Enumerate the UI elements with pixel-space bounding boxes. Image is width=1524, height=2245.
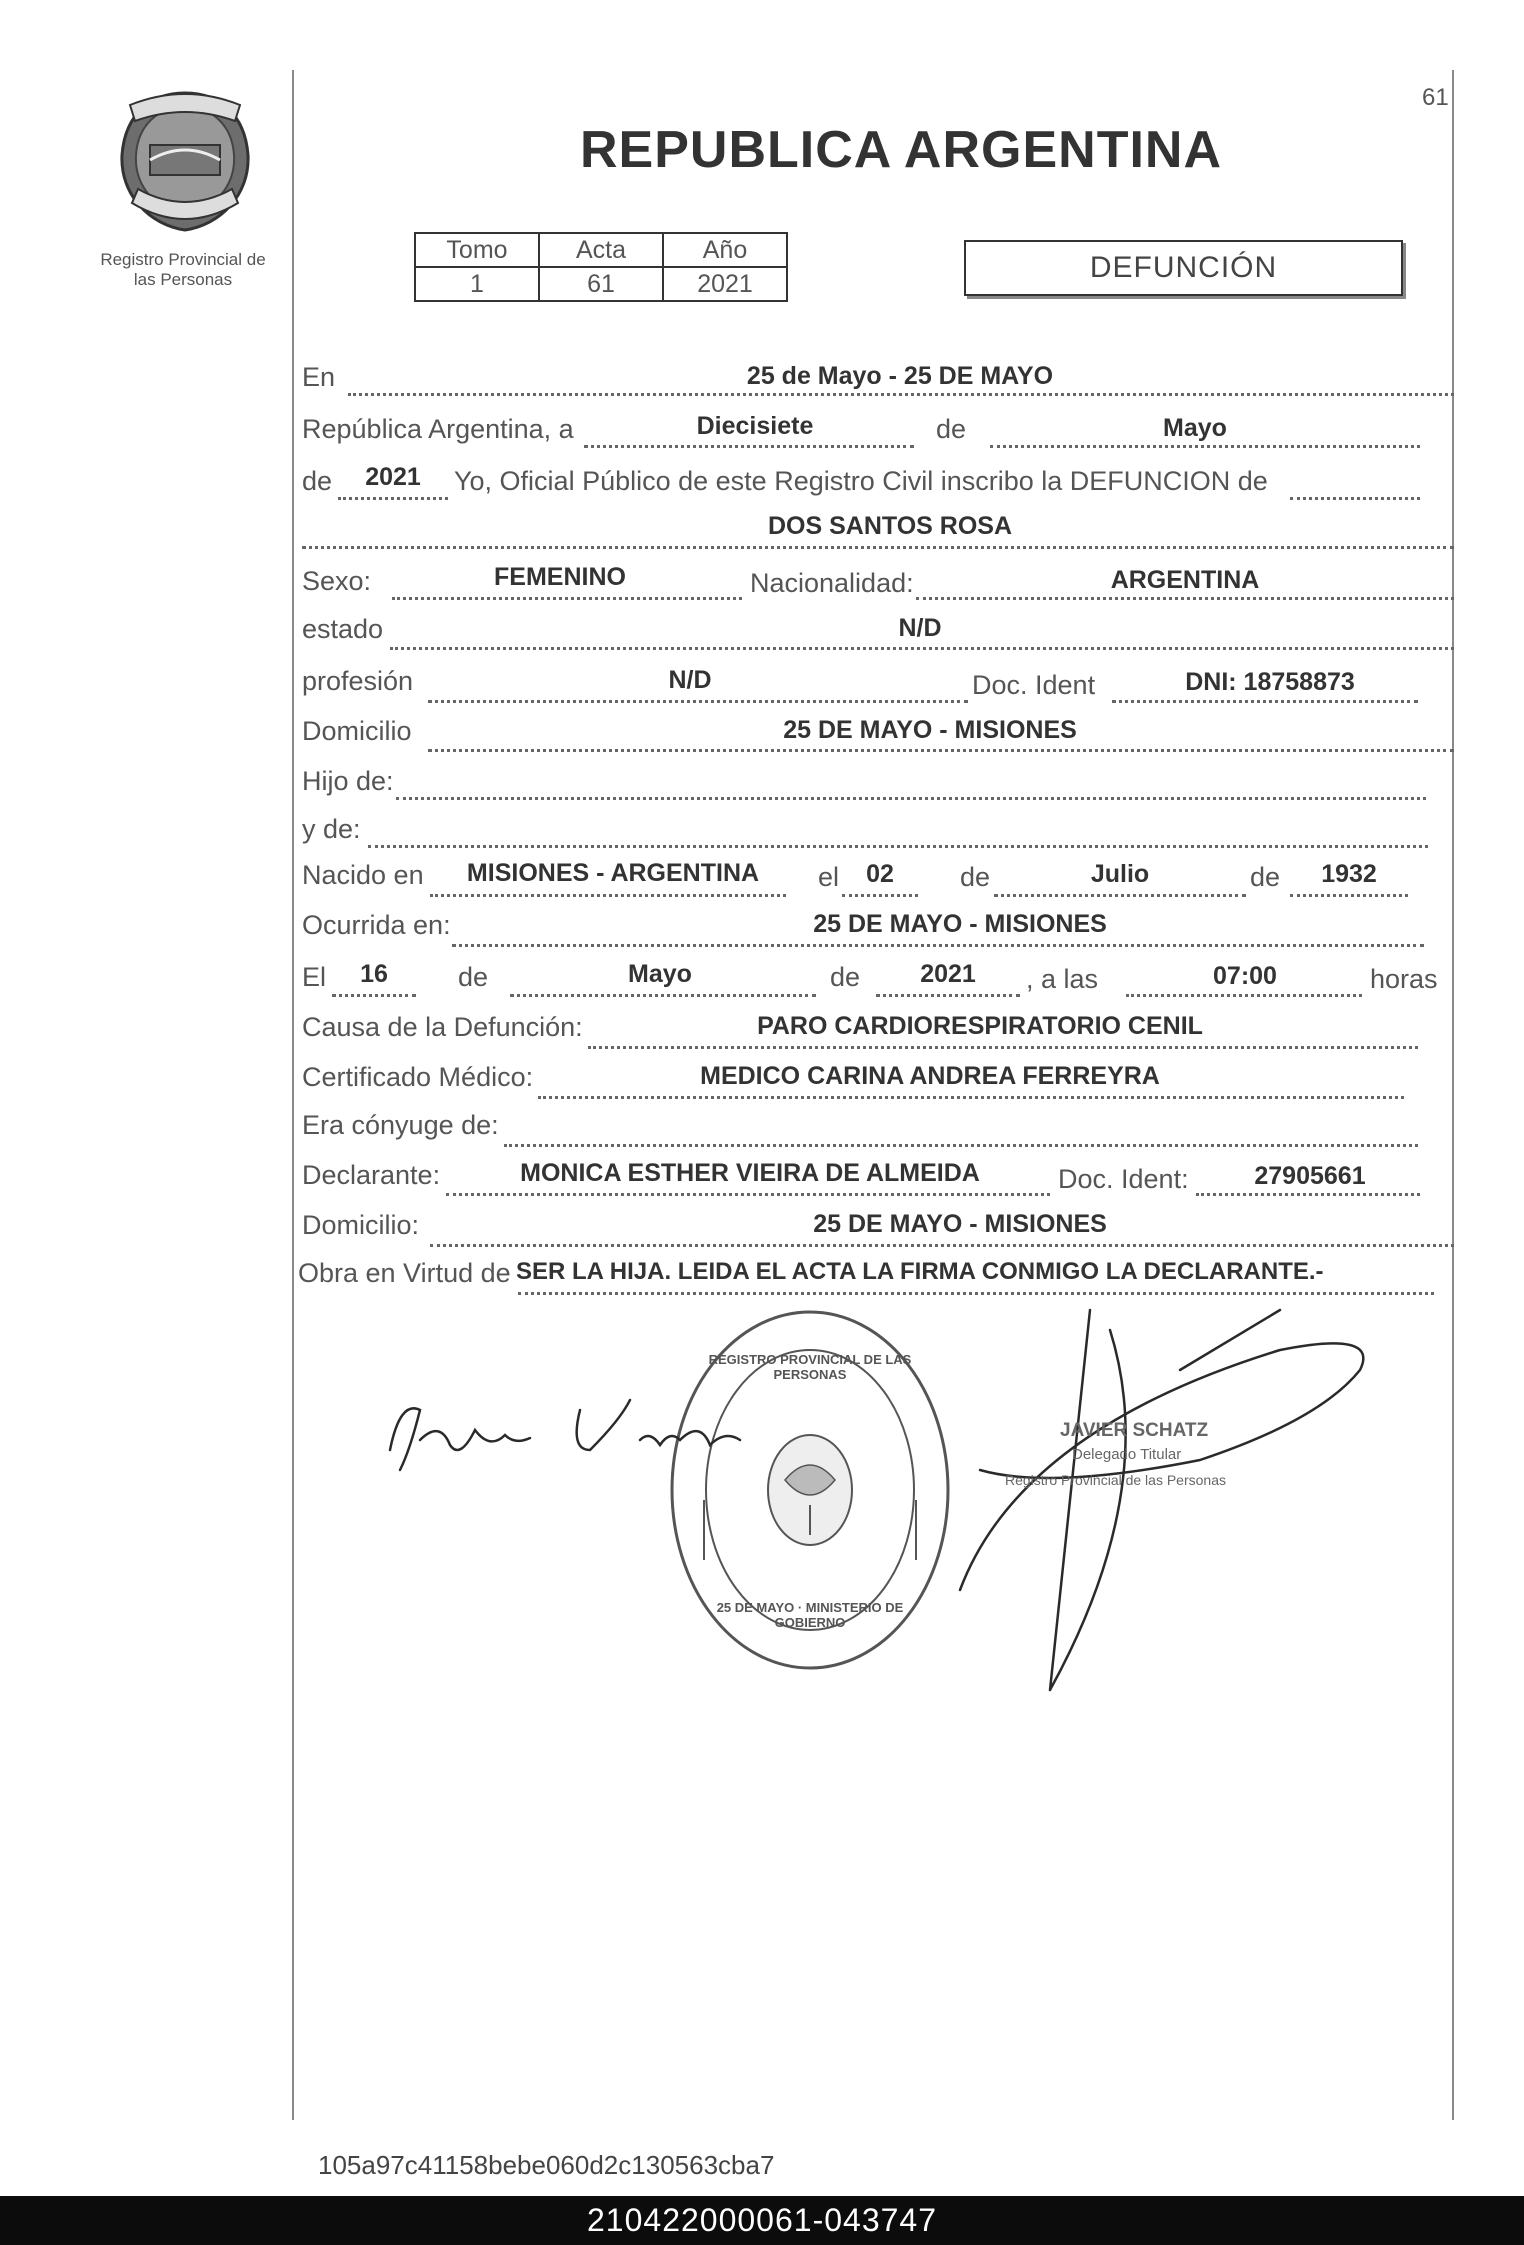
- ocurrida-dots: [452, 944, 1424, 947]
- en-dots: [348, 393, 1454, 396]
- causa-dots: [588, 1046, 1418, 1049]
- en-label: En: [302, 362, 336, 392]
- sexo-dots: [392, 597, 742, 600]
- domicilio2-label: Domicilio:: [302, 1210, 420, 1240]
- death-month: Mayo: [628, 960, 692, 988]
- obra-value: SER LA HIJA. LEIDA EL ACTA LA FIRMA CONMIGO LA DECLARANTE.-: [516, 1258, 1324, 1285]
- birth-year-dots: [1290, 894, 1408, 897]
- birth-day-dots: [842, 894, 918, 897]
- birth-month: Julio: [1090, 860, 1150, 888]
- month-dots: [990, 445, 1420, 448]
- nacido-dots: [430, 894, 786, 897]
- y-de-label: y de:: [302, 814, 361, 844]
- de-label-1: de: [936, 414, 967, 444]
- declarant-signature-text: [420, 1420, 745, 1474]
- acta-value: 61: [539, 267, 663, 301]
- month-value: Mayo: [1163, 414, 1227, 442]
- birth-year: 1932: [1321, 860, 1377, 888]
- en-value: 25 de Mayo - 25 DE MAYO: [746, 362, 1054, 390]
- domicilio-value: 25 DE MAYO - MISIONES: [783, 716, 1077, 744]
- birth-month-dots: [994, 894, 1246, 897]
- hijo-dots: [396, 797, 1426, 800]
- birth-de-2: de: [1250, 862, 1281, 892]
- day-value: Diecisiete: [696, 412, 814, 440]
- official-org: Registro Provincial de las Personas: [1005, 1472, 1226, 1488]
- hijo-label: Hijo de:: [302, 766, 394, 796]
- death-year-dots: [876, 994, 1020, 997]
- domicilio-label: Domicilio: [302, 716, 412, 746]
- doc-ident-value: DNI: 18758873: [1185, 668, 1355, 696]
- registry-label-line2: las Personas: [133, 270, 233, 289]
- official-title: Delegado Titular: [1072, 1446, 1182, 1463]
- domicilio2-dots: [430, 1244, 1454, 1247]
- record-table: [414, 232, 788, 302]
- death-time: 07:00: [1213, 962, 1277, 990]
- record-table-value-row: [415, 267, 787, 301]
- death-year: 2021: [920, 960, 976, 988]
- anio-header: Año: [663, 233, 787, 267]
- obra-label: Obra en Virtud de: [298, 1258, 511, 1288]
- estado-label: estado: [302, 614, 384, 644]
- nacionalidad-label: Nacionalidad:: [750, 568, 914, 598]
- tomo-header: Tomo: [415, 233, 539, 267]
- stamp-bottom-text: 25 DE MAYO · MINISTERIO DE GOBIERNO: [716, 1600, 904, 1630]
- barcode-id: 210422000061-043747: [587, 2202, 937, 2238]
- certificado-value: MEDICO CARINA ANDREA FERREYRA: [700, 1062, 1160, 1090]
- death-day-dots: [332, 994, 416, 997]
- year-value: 2021: [365, 463, 421, 491]
- record-table-header-row: [415, 233, 787, 267]
- causa-label: Causa de la Defunción:: [302, 1012, 583, 1042]
- inscribo-dots: [1290, 497, 1420, 500]
- declarante-doc-value: 27905661: [1254, 1162, 1366, 1190]
- ocurrida-label: Ocurrida en:: [302, 910, 451, 940]
- death-de-2: de: [830, 962, 861, 992]
- death-time-dots: [1126, 994, 1362, 997]
- sexo-value: FEMENINO: [494, 563, 626, 591]
- page-number: 61: [1422, 84, 1449, 111]
- estado-value: N/D: [898, 614, 942, 642]
- republica-label: República Argentina, a: [302, 414, 574, 444]
- ocurrida-value: 25 DE MAYO - MISIONES: [813, 910, 1107, 938]
- death-day: 16: [360, 960, 388, 988]
- y-de-dots: [368, 845, 1428, 848]
- doc-ident-dots: [1112, 700, 1418, 703]
- declarante-doc-dots: [1196, 1193, 1420, 1196]
- tomo-value: 1: [415, 267, 539, 301]
- province-emblem: [110, 85, 260, 235]
- registry-label: [88, 250, 278, 290]
- acta-header: Acta: [539, 233, 663, 267]
- certificado-label: Certificado Médico:: [302, 1062, 534, 1092]
- doc-ident-label: Doc. Ident: [972, 670, 1096, 700]
- death-de-1: de: [458, 962, 489, 992]
- nacido-label: Nacido en: [302, 860, 424, 890]
- year-prefix: de: [302, 466, 333, 496]
- birth-de-1: de: [960, 862, 991, 892]
- a-las-label: , a las: [1026, 964, 1099, 994]
- page-title: REPUBLICA ARGENTINA: [580, 121, 1223, 179]
- official-name: JAVIER SCHATZ: [1060, 1420, 1209, 1441]
- official-signature: [900, 1290, 1400, 1710]
- sexo-label: Sexo:: [302, 566, 372, 596]
- declarante-dots: [446, 1193, 1050, 1196]
- causa-value: PARO CARDIORESPIRATORIO CENIL: [757, 1012, 1203, 1040]
- declarante-label: Declarante:: [302, 1160, 441, 1190]
- horas-label: horas: [1370, 964, 1438, 994]
- death-month-dots: [510, 994, 816, 997]
- nacionalidad-dots: [916, 597, 1454, 600]
- conyuge-label: Era cónyuge de:: [302, 1110, 499, 1140]
- day-dots: [584, 445, 914, 448]
- year-dots: [338, 497, 448, 500]
- registry-label-line1: Registro Provincial de: [100, 250, 266, 269]
- right-margin-line: [1452, 70, 1454, 2120]
- declarant-signature: [380, 1390, 800, 1480]
- el-cap-label: El: [302, 962, 327, 992]
- declarante-value: MONICA ESTHER VIEIRA DE ALMEIDA: [520, 1159, 980, 1187]
- profesion-value: N/D: [668, 666, 712, 694]
- profesion-dots: [428, 700, 968, 703]
- stamp-top-text: REGISTRO PROVINCIAL DE LAS PERSONAS: [708, 1352, 912, 1382]
- document-hash: 105a97c41158bebe060d2c130563cba7: [318, 2150, 775, 2180]
- nacionalidad-value: ARGENTINA: [1110, 566, 1260, 594]
- deceased-name: DOS SANTOS ROSA: [767, 512, 1013, 540]
- left-margin-line: [292, 70, 294, 2120]
- anio-value: 2021: [663, 267, 787, 301]
- profesion-label: profesión: [302, 666, 414, 696]
- certificado-dots: [538, 1096, 1404, 1099]
- nacido-value: MISIONES - ARGENTINA: [466, 859, 760, 887]
- birth-day: 02: [866, 860, 894, 888]
- el-label: el: [818, 862, 840, 892]
- inscribo-text: Yo, Oficial Público de este Registro Civil inscribo la DEFUNCION de: [454, 466, 1268, 496]
- domicilio2-value: 25 DE MAYO - MISIONES: [813, 1210, 1107, 1238]
- declarante-doc-label: Doc. Ident:: [1058, 1164, 1189, 1194]
- domicilio-dots: [428, 749, 1454, 752]
- record-type-box: DEFUNCIÓN: [964, 240, 1403, 296]
- conyuge-dots: [504, 1144, 1418, 1147]
- estado-dots: [390, 647, 1454, 650]
- name-dots: [302, 546, 1454, 549]
